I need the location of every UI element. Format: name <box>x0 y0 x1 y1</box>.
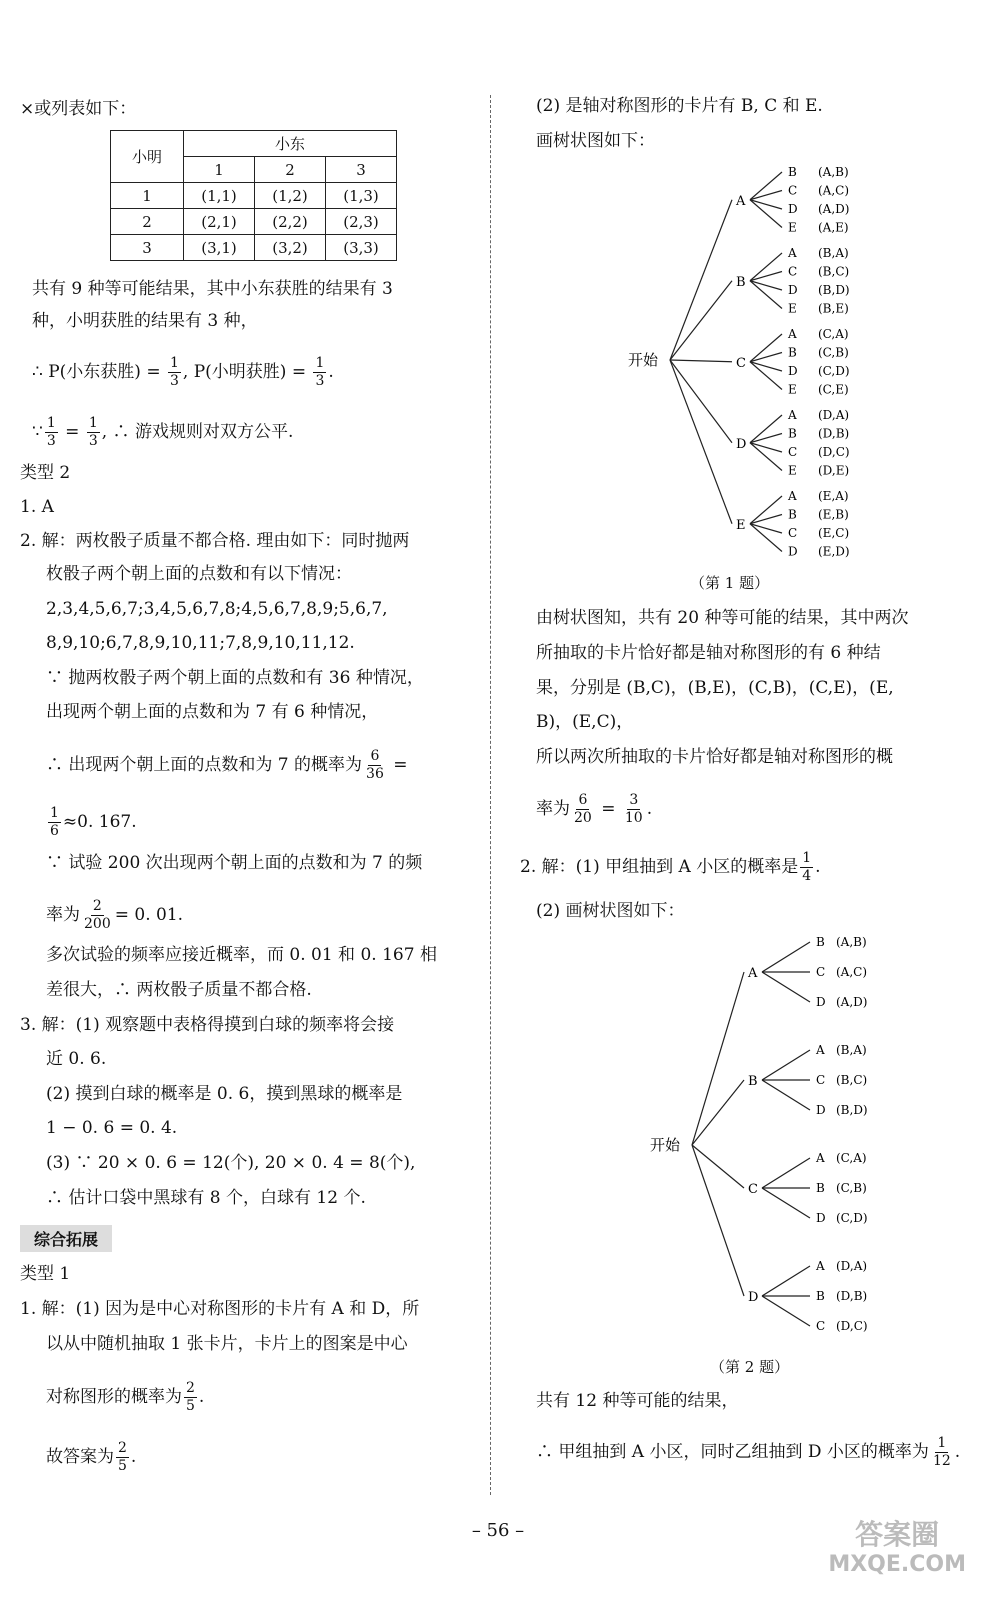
table-row <box>111 235 397 261</box>
tree-branch <box>762 1050 810 1080</box>
answer-line: 1. A <box>20 497 54 517</box>
tree-leaf-label: C <box>788 526 798 540</box>
tree-leaf-label: C <box>816 965 826 979</box>
text-line: ∵ 抛两枚骰子两个朝上面的点数和有 36 种情况， <box>46 668 424 688</box>
text-line: (3) ∵ 20 × 0. 6 = 12(个), 20 × 0. 4 = 8(个), <box>46 1153 416 1173</box>
tree-leaf-label: D <box>788 283 798 297</box>
tree-leaf-label: D <box>788 202 798 216</box>
text-line: ∴ 估计口袋中黑球有 8 个，白球有 12 个. <box>46 1188 366 1208</box>
tree-branch <box>692 972 744 1145</box>
text-line: ×或列表如下： <box>20 99 137 119</box>
tree-node-label: A <box>748 966 758 981</box>
table-cell: (2,2) <box>255 209 326 235</box>
type-heading: 类型 2 <box>20 463 71 483</box>
tree-branch <box>762 1188 810 1218</box>
watermark-logo <box>828 1520 966 1580</box>
formula-line: ∴ 出现两个朝上面的点数和为 7 的概率为 $\frac{6}{36}$ = <box>46 748 408 782</box>
tree-outcome-label: (A,B) <box>836 935 867 949</box>
fraction: $\frac{1}{3}$ <box>315 355 325 389</box>
column-divider <box>490 95 491 1495</box>
tree-node-label: D <box>736 436 747 452</box>
tree-outcome-label: (D,C) <box>836 1319 868 1333</box>
tree-leaf-label: A <box>816 1043 825 1057</box>
tree-leaf-label: A <box>788 327 797 341</box>
text-line: 多次试验的频率应接近概率，而 0. 01 和 0. 167 相 <box>46 945 437 965</box>
text-line: 画树状图如下： <box>536 131 655 151</box>
tree-leaf-label: A <box>788 408 797 422</box>
tree-branch <box>670 360 732 362</box>
tree-node-label: A <box>736 193 746 209</box>
table-cell: (3,2) <box>255 235 326 261</box>
table-cell: (2,1) <box>184 209 255 235</box>
tree-node-label: E <box>736 517 746 533</box>
answer-line: 1. 解：(1) 因为是中心对称图形的卡片有 A 和 D，所 <box>20 1299 420 1319</box>
tree-outcome-label: (B,D) <box>836 1103 868 1117</box>
tree-leaf-label: C <box>816 1073 826 1087</box>
tree-outcome-label: (A,B) <box>818 165 849 179</box>
table-cell: 1 <box>111 183 184 209</box>
fraction: $\frac{2}{200}$ <box>84 898 111 932</box>
formula-line: ∴ P(小东获胜) = $\frac{1}{3}$ , P(小明获胜) = $\frac{1}{3}$ . <box>32 355 334 389</box>
tree-outcome-label: (E,A) <box>818 489 849 503</box>
table-row <box>111 183 397 209</box>
fraction: $\frac{2}{5}$ <box>118 1440 127 1474</box>
outcome-table <box>110 130 397 261</box>
fraction: $\frac{2}{5}$ <box>186 1380 195 1414</box>
tree-outcome-label: (C,A) <box>818 327 849 341</box>
formula-line: 对称图形的概率为 $\frac{2}{5}$ . <box>46 1380 205 1414</box>
answer-line: 3. 解：(1) 观察题中表格得摸到白球的频率将会接 <box>20 1015 395 1035</box>
text-line: 出现两个朝上面的点数和为 7 有 6 种情况， <box>46 702 379 722</box>
fraction: $\frac{1}{3}$ <box>169 355 179 389</box>
tree-leaf-label: A <box>816 1259 825 1273</box>
col-header: 小东 <box>184 131 397 157</box>
figure-caption: （第 1 题） <box>690 574 770 592</box>
fraction: $\frac{6}{36}$ <box>366 748 384 782</box>
tree-outcome-label: (A,E) <box>818 220 849 235</box>
text-line: ∵ 试验 200 次出现两个朝上面的点数和为 7 的频 <box>46 853 423 873</box>
tree-outcome-label: (C,E) <box>818 382 849 397</box>
tree-leaf-label: C <box>816 1319 826 1333</box>
tree-leaf-label: D <box>788 544 798 559</box>
formula-line: ∴ 甲组抽到 A 小区，同时乙组抽到 D 小区的概率为 $\frac{1}{12}$ . <box>536 1435 961 1469</box>
tree-outcome-label: (C,B) <box>818 345 849 360</box>
text-line: 由树状图知，共有 20 种等可能的结果，其中两次 <box>536 608 909 628</box>
text-line: 共有 12 种等可能的结果， <box>536 1391 739 1411</box>
fraction: $\frac{6}{20}$ <box>574 792 592 826</box>
text-line: (2) 画树状图如下： <box>536 901 685 921</box>
fraction: $\frac{1}{6}$ <box>50 805 59 839</box>
tree-leaf-label: B <box>788 165 797 179</box>
tree-branch <box>692 1080 744 1145</box>
formula-line: 率为 $\frac{2}{200}$ = 0. 01. <box>46 898 184 932</box>
tree-diagram-2 <box>620 925 960 1350</box>
tree-leaf-label: B <box>788 507 797 522</box>
text-line: B)，(E,C)， <box>536 712 634 732</box>
tree-leaf-label: D <box>788 364 798 378</box>
tree-leaf-label: B <box>816 935 825 949</box>
watermark-url: MXQE.COM <box>828 1552 966 1577</box>
text-line: 2,3,4,5,6,7;3,4,5,6,7,8;4,5,6,7,8,9;5,6,7, <box>46 599 388 619</box>
table-row <box>111 209 397 235</box>
text-line: 枚骰子两个朝上面的点数和有以下情况： <box>46 564 352 584</box>
tree-branch <box>762 1296 810 1326</box>
tree-leaf-label: E <box>788 382 797 397</box>
tree-diagram-1 <box>610 160 970 570</box>
fraction: $\frac{1}{12}$ <box>932 1435 951 1469</box>
formula-line: ∵ $\frac{1}{3}$ = $\frac{1}{3}$ , ∴ 游戏规则对双方公平. <box>32 415 294 449</box>
table-cell: 3 <box>111 235 184 261</box>
text-line: 以从中随机抽取 1 张卡片，卡片上的图案是中心 <box>46 1334 408 1354</box>
tree-branch <box>762 1158 810 1188</box>
tree-leaf-label: C <box>788 264 798 279</box>
text-line: 果，分别是 (B,C)，(B,E)，(C,B)，(C,E)，(E, <box>536 678 894 698</box>
text-line: 差很大，∴ 两枚骰子质量不都合格. <box>46 980 312 1000</box>
table-cell: (1,3) <box>326 183 397 209</box>
text-line: 所以两次所抽取的卡片恰好都是轴对称图形的概 <box>536 747 893 767</box>
fraction: $\frac{3}{10}$ <box>624 792 643 826</box>
tree-outcome-label: (D,B) <box>818 426 850 441</box>
tree-node-label: C <box>748 1182 758 1197</box>
tree-node-label: D <box>748 1290 759 1305</box>
table-cell: 1 <box>184 157 255 183</box>
tree-outcome-label: (B,A) <box>836 1043 867 1057</box>
tree-start-label: 开始 <box>650 1136 681 1154</box>
table-cell: (2,3) <box>326 209 397 235</box>
formula-line: 率为 $\frac{6}{20}$ = $\frac{3}{10}$ . <box>536 792 653 826</box>
tree-leaf-label: C <box>788 445 798 459</box>
tree-leaf-label: D <box>816 1211 826 1225</box>
tree-outcome-label: (C,A) <box>836 1151 867 1165</box>
formula-line: 故答案为 $\frac{2}{5}$ . <box>46 1440 137 1474</box>
tree-outcome-label: (A,D) <box>818 202 850 216</box>
tree-outcome-label: (B,E) <box>818 301 849 316</box>
text-line: 8,9,10;6,7,8,9,10,11;7,8,9,10,11,12. <box>46 633 355 653</box>
tree-outcome-label: (C,D) <box>836 1211 868 1225</box>
tree-outcome-label: (B,A) <box>818 246 849 260</box>
tree-outcome-label: (D,A) <box>818 408 850 422</box>
text-line: 所抽取的卡片恰好都是轴对称图形的有 6 种结 <box>536 643 881 663</box>
tree-start-label: 开始 <box>628 351 659 369</box>
tree-branch <box>670 360 732 443</box>
tree-outcome-label: (E,C) <box>818 526 850 540</box>
tree-outcome-label: (A,C) <box>818 183 850 198</box>
tree-outcome-label: (C,D) <box>818 364 850 378</box>
tree-branch <box>670 281 732 360</box>
table-cell: 3 <box>326 157 397 183</box>
tree-outcome-label: (E,B) <box>818 507 849 522</box>
tree-node-label: B <box>748 1074 758 1089</box>
tree-outcome-label: (B,C) <box>818 264 850 279</box>
tree-outcome-label: (D,C) <box>818 445 850 459</box>
tree-leaf-label: E <box>788 301 797 316</box>
tree-leaf-label: A <box>788 489 797 503</box>
table-cell: (3,1) <box>184 235 255 261</box>
tree-node-label: B <box>736 274 746 290</box>
tree-outcome-label: (E,D) <box>818 544 850 559</box>
table-cell: (1,2) <box>255 183 326 209</box>
tree-leaf-label: B <box>788 426 797 441</box>
text: , P(小明获胜) = <box>182 362 312 382</box>
tree-node-label: C <box>736 355 746 371</box>
tree-branch <box>670 360 732 524</box>
tree-outcome-label: (A,D) <box>836 995 868 1009</box>
row-header: 小明 <box>111 131 184 183</box>
table-cell: 2 <box>111 209 184 235</box>
tree-leaf-label: A <box>816 1151 825 1165</box>
tree-outcome-label: (B,D) <box>818 283 850 297</box>
tree-branch <box>762 972 810 1002</box>
tree-branch <box>762 942 810 972</box>
tree-leaf-label: E <box>788 463 797 478</box>
tree-leaf-label: D <box>816 1103 826 1117</box>
tree-outcome-label: (D,A) <box>836 1259 868 1273</box>
text-line: 种，小明获胜的结果有 3 种， <box>32 311 258 331</box>
text-line: 共有 9 种等可能结果，其中小东获胜的结果有 3 <box>32 279 393 299</box>
tree-outcome-label: (C,B) <box>836 1181 867 1195</box>
tree-leaf-label: A <box>788 246 797 260</box>
fraction: $\frac{1}{4}$ <box>802 850 812 884</box>
text-line: 近 0. 6. <box>46 1049 107 1069</box>
type-heading: 类型 1 <box>20 1264 71 1284</box>
fraction: $\frac{1}{3}$ <box>88 415 98 449</box>
tree-outcome-label: (D,E) <box>818 463 850 478</box>
formula-line: 2. 解：(1) 甲组抽到 A 小区的概率是 $\frac{1}{4}$ . <box>520 850 821 884</box>
tree-branch <box>762 1080 810 1110</box>
text-line: 1 − 0. 6 = 0. 4. <box>46 1118 178 1138</box>
table-cell: (3,3) <box>326 235 397 261</box>
tree-leaf-label: B <box>816 1289 825 1303</box>
text-line: (2) 摸到白球的概率是 0. 6，摸到黑球的概率是 <box>46 1084 403 1104</box>
page-number: – 56 – <box>471 1520 525 1541</box>
tree-outcome-label: (B,C) <box>836 1073 868 1087</box>
tree-leaf-label: B <box>816 1181 825 1195</box>
text: ∴ P(小东获胜) = <box>32 362 166 382</box>
tree-outcome-label: (D,B) <box>836 1289 868 1303</box>
tree-branch <box>692 1145 744 1296</box>
section-heading: 综合拓展 <box>20 1225 112 1252</box>
tree-leaf-label: B <box>788 345 797 360</box>
text-line: (2) 是轴对称图形的卡片有 B, C 和 E. <box>536 96 823 116</box>
answer-line: 2. 解：两枚骰子质量不都合格. 理由如下：同时抛两 <box>20 531 410 551</box>
tree-branch <box>762 1266 810 1296</box>
fraction: $\frac{1}{3}$ <box>46 415 56 449</box>
table-cell: (1,1) <box>184 183 255 209</box>
table-cell: 2 <box>255 157 326 183</box>
formula-line: $\frac{1}{6}$ ≈0. 167. <box>50 805 137 839</box>
tree-leaf-label: C <box>788 183 798 198</box>
tree-leaf-label: D <box>816 995 826 1009</box>
tree-leaf-label: E <box>788 220 797 235</box>
tree-outcome-label: (A,C) <box>836 965 868 979</box>
tree-branch <box>670 200 732 360</box>
figure-caption: （第 2 题） <box>710 1358 790 1376</box>
watermark-text: 答案圈 <box>855 1518 940 1551</box>
